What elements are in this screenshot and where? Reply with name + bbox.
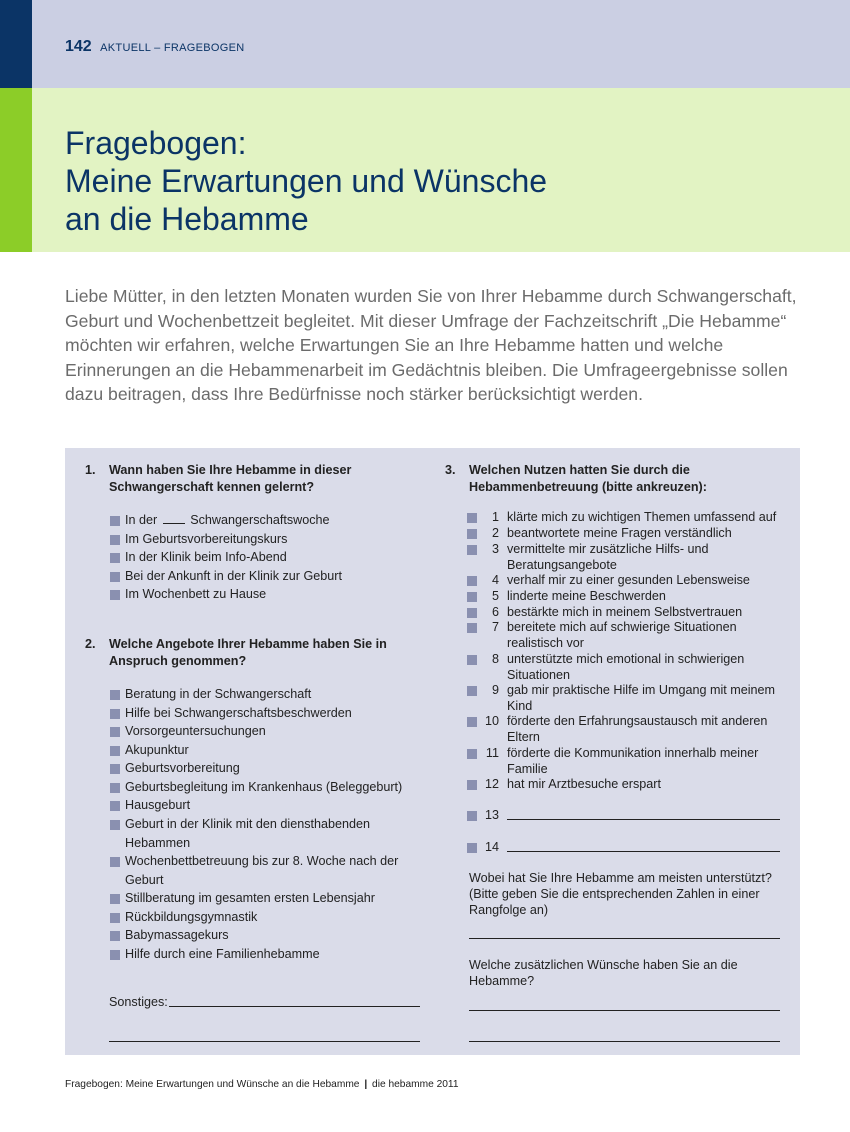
q2-option <box>110 685 420 704</box>
checkbox[interactable] <box>110 553 120 563</box>
q2-option <box>110 796 420 815</box>
checkbox[interactable] <box>110 783 120 793</box>
checkbox[interactable] <box>467 592 477 602</box>
checkbox[interactable] <box>110 535 120 545</box>
q2-option <box>110 852 420 890</box>
wishes-input-line[interactable] <box>469 1010 780 1011</box>
option-label-before: In der <box>125 513 158 527</box>
q1-option-week <box>110 511 410 530</box>
item-label: gab mir praktische Hilfe im Umgang mit meinem Kind <box>507 683 776 713</box>
q3-item <box>467 588 787 604</box>
checkbox[interactable] <box>110 857 120 867</box>
option-label: Vorsorgeuntersuchungen <box>125 724 266 738</box>
footer-separator: | <box>364 1079 368 1090</box>
q3-item <box>467 541 787 573</box>
question-text: Welche Angebote Ihrer Hebamme haben Sie in Anspruch genommen? <box>109 637 387 668</box>
q3-item <box>467 745 787 777</box>
option-label: In der Klinik beim Info-Abend <box>125 550 287 564</box>
item-number: 4 <box>491 573 499 587</box>
q1-option <box>110 548 410 567</box>
q2-option <box>110 741 420 760</box>
option-label: Bei der Ankunft in der Klinik zur Geburt <box>125 569 343 583</box>
item-number: 6 <box>491 605 499 619</box>
week-input-line[interactable] <box>163 512 185 524</box>
option-label: Geburtsvorbereitung <box>125 761 240 775</box>
questionnaire-form <box>65 448 800 1055</box>
checkbox[interactable] <box>110 894 120 904</box>
item-number: 12 <box>484 777 499 791</box>
q2-option <box>110 889 420 908</box>
item-number: 3 <box>491 542 499 556</box>
item-label: verhalf mir zu einer gesunden Lebensweise <box>507 573 750 587</box>
q3-item <box>467 807 787 823</box>
question-text: Wann haben Sie Ihre Hebamme in dieser Schwangerschaft kennen gelernt? <box>109 463 352 494</box>
section-label: AKTUELL – FRAGEBOGEN <box>100 42 245 54</box>
item-input-line[interactable] <box>507 851 780 852</box>
checkbox[interactable] <box>467 513 477 523</box>
q2-option <box>110 945 420 964</box>
checkbox[interactable] <box>110 746 120 756</box>
checkbox[interactable] <box>110 516 120 526</box>
item-number: 13 <box>484 808 499 822</box>
q3-item <box>467 572 787 588</box>
item-label: bereitete mich auf schwierige Situationen realistisch vor <box>507 620 737 650</box>
q2-option <box>110 908 420 927</box>
q3-item <box>467 509 787 525</box>
title-accent-bar <box>0 88 32 252</box>
q3-item <box>467 713 787 745</box>
running-header <box>65 38 245 56</box>
option-label: Geburt in der Klinik mit den diensthabenden Hebammen <box>125 817 371 850</box>
item-label: förderte den Erfahrungsaustausch mit anderen Eltern <box>507 714 768 744</box>
other-label: Sonstiges: <box>109 995 168 1009</box>
checkbox[interactable] <box>110 709 120 719</box>
item-number: 10 <box>484 714 499 728</box>
checkbox[interactable] <box>110 931 120 941</box>
footer-title: Fragebogen: Meine Erwartungen und Wünsche an die Hebamme <box>65 1079 360 1090</box>
checkbox[interactable] <box>467 576 477 586</box>
q1-option <box>110 567 410 586</box>
checkbox[interactable] <box>467 529 477 539</box>
option-label: Akupunktur <box>125 743 189 757</box>
option-label: Hilfe bei Schwangerschaftsbeschwerden <box>125 706 352 720</box>
q2-option <box>110 815 420 853</box>
page-title <box>65 124 547 238</box>
item-label: klärte mich zu wichtigen Themen umfassend auf <box>507 510 777 524</box>
checkbox[interactable] <box>110 801 120 811</box>
q3-item <box>467 776 787 792</box>
title-line-1: Fragebogen: <box>65 125 247 161</box>
q1-option <box>110 530 410 549</box>
item-label: beantwortete meine Fragen verständlich <box>507 526 732 540</box>
option-label: Im Wochenbett zu Hause <box>125 587 267 601</box>
option-label-after: Schwangerschaftswoche <box>190 513 330 527</box>
intro-paragraph: Liebe Mütter, in den letzten Monaten wurden Sie von Ihrer Hebamme durch Schwangerschaft, Geburt und Wochenbettzeit begleitet. Mit dieser Umfrage der Fachzeitschrift „Die Hebamme“ möchten wir erfahren, welche Erwartungen Sie an Ihre Hebamme hatten und welche Erinnerungen an die Hebammenarbeit im Gedächtnis bleiben. Die Umfrageergebnisse sollen dazu beitragen, dass Ihre Bedürfnisse noch stärker berücksichtigt werden. <box>65 286 797 404</box>
checkbox[interactable] <box>467 686 477 696</box>
item-label: vermittelte mir zusätzliche Hilfs- und Beratungsangebote <box>507 542 709 572</box>
checkbox[interactable] <box>110 727 120 737</box>
wishes-input-line-2[interactable] <box>469 1041 780 1042</box>
title-line-3: an die Hebamme <box>65 201 309 237</box>
q3-item <box>467 525 787 541</box>
checkbox[interactable] <box>467 717 477 727</box>
question-number: 3. <box>445 463 456 477</box>
item-label: hat mir Arztbesuche erspart <box>507 777 661 791</box>
option-label: Beratung in der Schwangerschaft <box>125 687 312 701</box>
item-number: 14 <box>484 840 499 854</box>
item-number: 11 <box>485 746 499 760</box>
item-label: unterstützte mich emotional in schwierigen Situationen <box>507 652 745 682</box>
option-label: Hausgeburt <box>125 798 191 812</box>
checkbox[interactable] <box>110 820 120 830</box>
q3-item <box>467 682 787 714</box>
other-input-line-2[interactable] <box>109 1041 420 1042</box>
option-label: Stillberatung im gesamten ersten Lebensjahr <box>125 891 375 905</box>
option-label: Babymassagekurs <box>125 928 229 942</box>
option-label: Wochenbettbetreuung bis zur 8. Woche nach der Geburt <box>125 854 399 887</box>
q2-option <box>110 926 420 945</box>
checkbox[interactable] <box>467 749 477 759</box>
checkbox[interactable] <box>467 843 477 853</box>
checkbox[interactable] <box>110 950 120 960</box>
item-label: förderte die Kommunikation innerhalb meiner Familie <box>507 746 759 776</box>
item-number: 2 <box>491 526 499 540</box>
question-number: 1. <box>85 463 96 477</box>
item-number: 7 <box>491 620 499 634</box>
question-number: 2. <box>85 637 96 651</box>
ranking-input-line[interactable] <box>469 938 780 939</box>
footer-source: die hebamme 2011 <box>372 1079 459 1090</box>
page-number: 142 <box>65 38 92 55</box>
item-number: 5 <box>491 589 499 603</box>
q3-item <box>467 619 787 651</box>
option-label: Im Geburtsvorbereitungskurs <box>125 532 288 546</box>
checkbox[interactable] <box>467 780 477 790</box>
item-input-line[interactable] <box>507 819 780 820</box>
title-line-2: Meine Erwartungen und Wünsche <box>65 163 548 199</box>
checkbox[interactable] <box>110 572 120 582</box>
ranking-question: Wobei hat Sie Ihre Hebamme am meisten unterstützt? (Bitte geben Sie die entsprechenden Zahlen in einer Rangfolge an) <box>469 871 772 917</box>
checkbox[interactable] <box>467 608 477 618</box>
q2-option <box>110 759 420 778</box>
option-label: Rückbildungsgymnastik <box>125 910 258 924</box>
q2-option <box>110 704 420 723</box>
checkbox[interactable] <box>467 623 477 633</box>
q3-item <box>467 839 787 855</box>
checkbox[interactable] <box>110 590 120 600</box>
q3-item <box>467 651 787 683</box>
q1-option <box>110 585 410 604</box>
q3-item <box>467 604 787 620</box>
option-label: Geburtsbegleitung im Krankenhaus (Beleggeburt) <box>125 780 403 794</box>
q2-option <box>110 722 420 741</box>
checkbox[interactable] <box>110 764 120 774</box>
wishes-question: Welche zusätzlichen Wünsche haben Sie an die Hebamme? <box>469 958 738 988</box>
q2-option <box>110 778 420 797</box>
item-label: linderte meine Beschwerden <box>507 589 666 603</box>
checkbox[interactable] <box>110 690 120 700</box>
header-accent-bar <box>0 0 32 88</box>
checkbox[interactable] <box>467 811 477 821</box>
other-input-line[interactable] <box>169 1006 420 1007</box>
question-text: Welchen Nutzen hatten Sie durch die Hebammenbetreuung (bitte ankreuzen): <box>469 463 707 494</box>
item-number: 9 <box>491 683 499 697</box>
item-label: bestärkte mich in meinem Selbstvertrauen <box>507 605 743 619</box>
page-footer <box>65 1079 459 1090</box>
option-label: Hilfe durch eine Familienhebamme <box>125 947 320 961</box>
checkbox[interactable] <box>467 655 477 665</box>
item-number: 1 <box>491 510 499 524</box>
item-number: 8 <box>491 652 499 666</box>
checkbox[interactable] <box>110 913 120 923</box>
checkbox[interactable] <box>467 545 477 555</box>
